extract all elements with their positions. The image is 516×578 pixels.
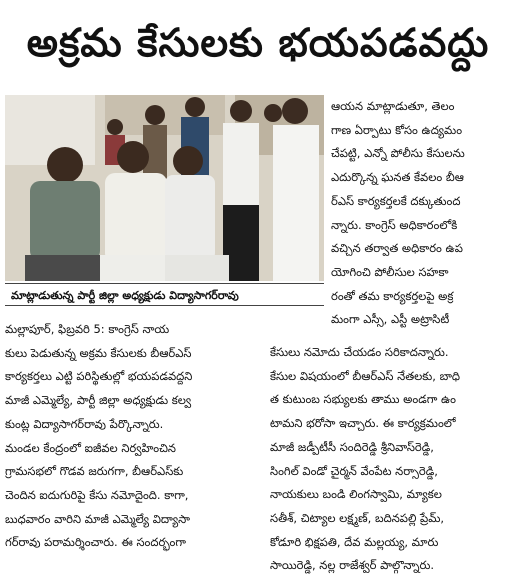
text-line: నాయకులు బండి లింగస్వామి, మ్యాకల	[270, 487, 442, 502]
text-line: ఎదుర్కొన్న ఘనత కేవలం బీఆ	[331, 170, 464, 185]
text-line: యోగించి పోలీసుల సహకా	[331, 264, 449, 279]
text-line: మాజీ ఎమ్మెల్యే, పార్టీ జిల్లా అధ్యక్షుడు కల్వ	[5, 393, 192, 408]
text-line: చెందిన ఐదుగురిపై కేసు నమోదైంది. కాగా,	[5, 487, 189, 502]
text-line: వచ్చిన తర్వాత అధికారం ఉప	[331, 241, 463, 256]
text-line: కులు పెడుతున్న అక్రమ కేసులకు బీఆర్‌ఎస్	[5, 345, 192, 360]
text-line: కోడూరి భిక్షపతి, దేవ మల్లయ్య, మారు	[270, 534, 439, 549]
text-line: సింగిల్ విండో చైర్మన్ వేంపేట నర్సారెడ్డి,	[270, 463, 438, 478]
text-line: బుధవారం వారిని మాజీ ఎమ్మెల్యే విద్యాసా	[5, 511, 190, 526]
text-line: త కుటుంబ సభ్యులకు తాము అండగా ఉం	[270, 392, 456, 407]
headline: అక్రమ కేసులకు భయపడవద్దు	[26, 21, 490, 66]
text-line: గాణ ఏర్పాటు కోసం ఉద్యమం	[331, 122, 463, 137]
text-line: మల్లాపూర్, ఫిబ్రవరి 5: కాంగ్రెస్ నాయ	[5, 322, 170, 336]
news-photo-illustration	[5, 95, 324, 281]
text-line: సాయిరెడ్డి, నల్ల రాజేశ్వర్ పాల్గొన్నారు.	[270, 558, 434, 573]
right-bottom-column	[270, 341, 510, 578]
text-line: టామని భరోసా ఇచ్చారు. ఈ కార్యక్రమంలో	[270, 416, 456, 431]
text-line: సతీశ్, చిట్యాల లక్ష్మణ్, బదినపల్లి ప్రేమ్,	[270, 510, 445, 525]
news-photo	[5, 95, 324, 281]
right-top-column	[331, 95, 509, 332]
photo-caption: మాట్లాడుతున్న పార్టీ జిల్లా అధ్యక్షుడు విద్యాసాగర్‌రావు	[5, 283, 324, 306]
text-line: ర్‌ఎస్ కార్యకర్తలకే దక్కుతుంద	[331, 193, 461, 208]
text-line: మంగా ఎస్సీ, ఎస్టీ అట్రాసిటీ	[331, 312, 450, 327]
text-line: కుంట్ల విద్యాసాగర్‌రావు పేర్కొన్నారు.	[5, 416, 164, 431]
text-line: ఆయన మాట్లాడుతూ, తెలం	[331, 99, 455, 113]
text-line: గ్రామసభలో గొడవ జరుగగా, బీఆర్‌ఎస్‌కు	[5, 464, 184, 479]
text-line: న్నారు. కాంగ్రెస్ అధికారంలోకి	[331, 217, 458, 232]
text-line: కేసులు నమోదు చేయడం సరికాదన్నారు.	[270, 345, 449, 359]
text-line: కార్యకర్తలు ఎట్టి పరిస్థితుల్లో భయపడవద్దని	[5, 369, 193, 384]
text-line: మాజీ జడ్పీటీసీ సందిరెడ్డి శ్రీనివాస్‌రెడ్డి,	[270, 439, 434, 454]
left-body-column	[5, 318, 267, 555]
text-line: మండల కేంద్రంలో ఐజీవల నిర్వహించిన	[5, 440, 176, 455]
text-line: కేసుల విషయంలో బీఆర్‌ఎస్ నేతలకు, బాధి	[270, 368, 461, 383]
text-line: గర్‌రావు పరామర్శించారు. ఈ సందర్భంగా	[5, 535, 186, 550]
text-line: రంతో తమ కార్యకర్తలపై అక్ర	[331, 288, 454, 303]
text-line: చేపట్టి, ఎన్నో పోలీసు కేసులను	[331, 146, 465, 161]
